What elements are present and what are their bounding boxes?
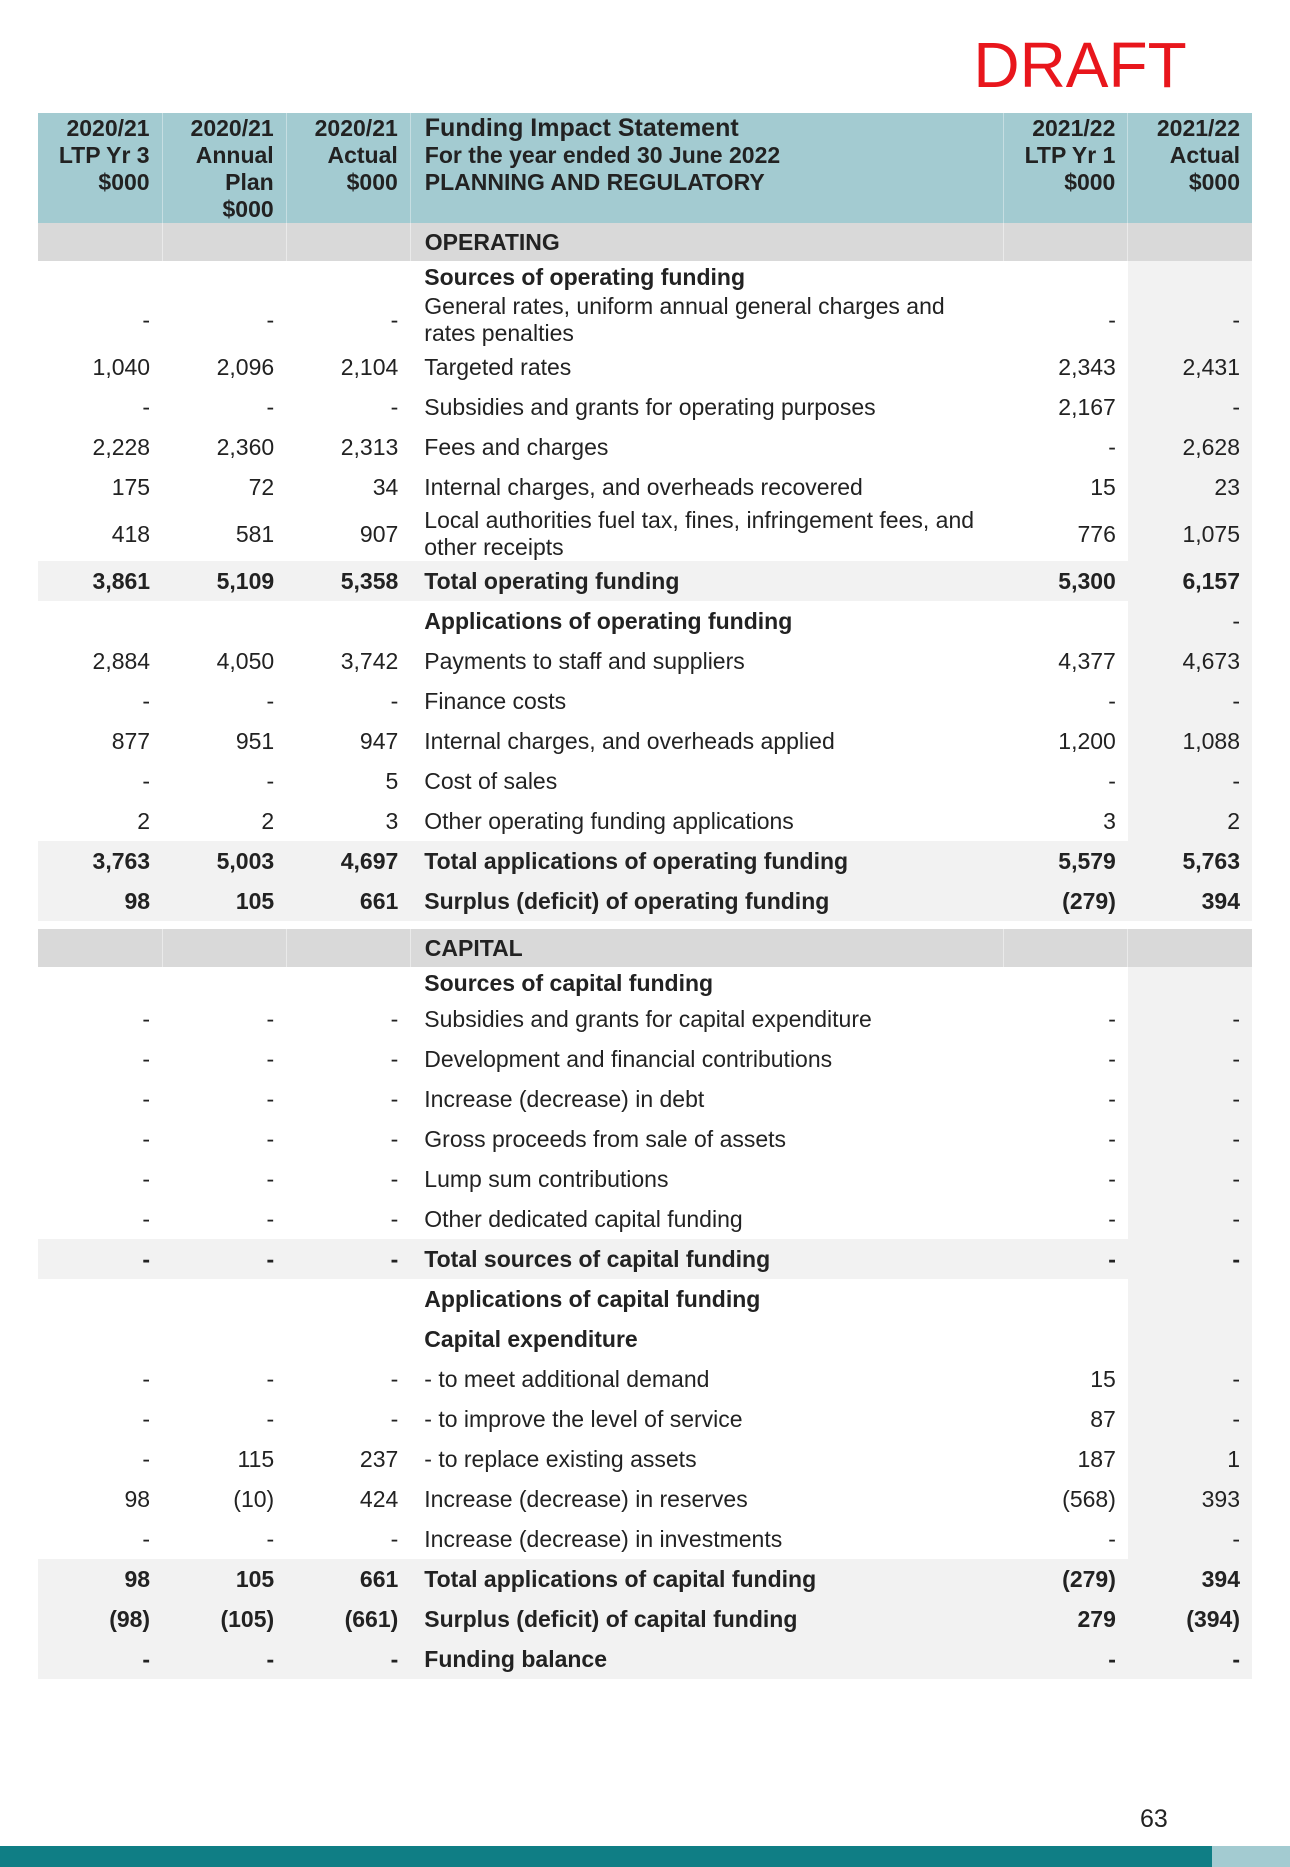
value-cell: 5,300 <box>1004 561 1128 601</box>
value-cell: - <box>266 1405 275 1432</box>
value-cell: 394 <box>1128 881 1252 921</box>
value-cell: 2,343 <box>1058 353 1116 380</box>
value-cell: 98 <box>38 881 162 921</box>
row-label: Subsidies and grants for operating purposes <box>424 393 876 420</box>
value-cell: - <box>142 1525 151 1552</box>
section-cell <box>1128 223 1252 261</box>
value-cell: - <box>390 1085 399 1112</box>
value-cell: (279) <box>1004 881 1128 921</box>
table-row <box>38 761 1252 801</box>
table-row <box>38 427 1252 467</box>
value-cell: - <box>266 687 275 714</box>
value-cell: 907 <box>359 520 399 547</box>
section-cell <box>1004 929 1128 967</box>
value-cell: 237 <box>359 1445 399 1472</box>
value-cell <box>1004 1319 1128 1359</box>
section-cell <box>38 223 162 261</box>
empty-cell <box>162 261 286 293</box>
value-cell: - <box>1004 1639 1128 1679</box>
value-cell: 34 <box>372 473 399 500</box>
value-cell: - <box>1128 1519 1252 1559</box>
value-cell: 2,228 <box>92 433 151 460</box>
spacer-cell <box>162 921 286 929</box>
table-row <box>38 1079 1252 1119</box>
row-label: Gross proceeds from sale of assets <box>424 1125 787 1152</box>
table-row <box>38 641 1252 681</box>
value-cell: - <box>142 1205 151 1232</box>
table-row <box>38 1319 1252 1359</box>
col-header-2020-21-annual-plan: 2020/21 Annual Plan $000 <box>162 113 286 223</box>
row-label: Surplus (deficit) of capital funding <box>410 1599 1003 1639</box>
value-cell: 5,358 <box>286 561 410 601</box>
row-label: Total applications of operating funding <box>410 841 1003 881</box>
row-label: Increase (decrease) in investments <box>424 1525 783 1552</box>
section-cell <box>286 929 410 967</box>
total-row <box>38 1639 1252 1679</box>
value-cell: - <box>266 1085 275 1112</box>
value-cell: 2,313 <box>340 433 399 460</box>
value-cell: - <box>162 1239 286 1279</box>
value-cell: 3,742 <box>340 647 399 674</box>
value-cell: - <box>142 306 151 333</box>
value-cell: 3 <box>385 807 399 834</box>
table-row <box>38 1199 1252 1239</box>
value-cell: - <box>266 1125 275 1152</box>
empty-cell <box>38 967 162 999</box>
value-cell: - <box>1108 1125 1116 1152</box>
value-cell: 15 <box>1090 1365 1116 1392</box>
value-cell: - <box>266 1205 275 1232</box>
row-label: - to meet additional demand <box>424 1365 710 1392</box>
value-cell: - <box>142 1405 151 1432</box>
value-cell: - <box>1128 601 1252 641</box>
value-cell: 15 <box>1090 473 1116 500</box>
empty-cell <box>1004 261 1128 293</box>
row-label: Development and financial contributions <box>424 1045 833 1072</box>
value-cell <box>1128 1319 1252 1359</box>
value-cell: - <box>38 1239 162 1279</box>
value-cell: 6,157 <box>1128 561 1252 601</box>
table-row <box>38 681 1252 721</box>
row-label: Other dedicated capital funding <box>424 1205 743 1232</box>
value-cell: 187 <box>1077 1445 1116 1472</box>
empty-cell <box>38 261 162 293</box>
section-cell <box>162 929 286 967</box>
row-label: Targeted rates <box>424 353 572 380</box>
spacer-cell <box>1004 921 1128 929</box>
total-row <box>38 1599 1252 1639</box>
table-row <box>38 999 1252 1039</box>
row-label: Internal charges, and overheads applied <box>424 727 835 754</box>
value-cell: 1,088 <box>1128 721 1252 761</box>
value-cell: 4,050 <box>216 647 275 674</box>
value-cell: - <box>390 306 399 333</box>
value-cell <box>162 1319 286 1359</box>
spacer-cell <box>410 921 1003 929</box>
value-cell <box>1128 1279 1252 1319</box>
row-label: Fees and charges <box>424 433 609 460</box>
value-cell: - <box>1128 1079 1252 1119</box>
value-cell: - <box>142 1125 151 1152</box>
value-cell: 72 <box>248 473 275 500</box>
value-cell: - <box>390 1365 399 1392</box>
value-cell: 2,096 <box>216 353 275 380</box>
value-cell: (105) <box>162 1599 286 1639</box>
value-cell: 5,003 <box>162 841 286 881</box>
value-cell: - <box>266 1045 275 1072</box>
value-cell: - <box>1108 767 1116 794</box>
value-cell: 175 <box>111 473 151 500</box>
value-cell: - <box>266 393 275 420</box>
row-label: Payments to staff and suppliers <box>424 647 745 674</box>
subheading-row <box>38 967 1252 999</box>
section-cell <box>38 929 162 967</box>
table-body <box>38 223 1252 1679</box>
empty-cell <box>286 261 410 293</box>
value-cell: - <box>142 1165 151 1192</box>
section-cell <box>1004 223 1128 261</box>
value-cell: 2,628 <box>1128 427 1252 467</box>
value-cell: - <box>1128 387 1252 427</box>
value-cell: - <box>266 1165 275 1192</box>
table-row <box>38 801 1252 841</box>
value-cell: 5,109 <box>162 561 286 601</box>
spacer-row <box>38 921 1252 929</box>
value-cell: 3,763 <box>38 841 162 881</box>
value-cell: - <box>390 1045 399 1072</box>
table-row <box>38 1039 1252 1079</box>
value-cell: 105 <box>162 1559 286 1599</box>
table-row <box>38 1519 1252 1559</box>
empty-cell <box>286 967 410 999</box>
value-cell <box>38 601 162 641</box>
value-cell <box>286 601 410 641</box>
value-cell: - <box>1128 1159 1252 1199</box>
row-label: Total applications of capital funding <box>410 1559 1003 1599</box>
section-cell <box>286 223 410 261</box>
value-cell <box>162 1279 286 1319</box>
value-cell <box>38 1319 162 1359</box>
value-cell: - <box>142 1045 151 1072</box>
table-row <box>38 721 1252 761</box>
value-cell: 1,200 <box>1058 727 1116 754</box>
value-cell: (394) <box>1128 1599 1252 1639</box>
col-header-2021-22-actual: 2021/22 Actual $000 <box>1128 113 1252 223</box>
value-cell: - <box>142 1005 151 1032</box>
value-cell: 23 <box>1128 467 1252 507</box>
value-cell: - <box>142 1445 151 1472</box>
row-label: Increase (decrease) in debt <box>424 1085 705 1112</box>
row-label: Subsidies and grants for capital expenditure <box>424 1005 872 1032</box>
value-cell: - <box>266 306 275 333</box>
value-cell: 87 <box>1090 1405 1116 1432</box>
col-header-2020-21-actual: 2020/21 Actual $000 <box>286 113 410 223</box>
value-cell: 98 <box>38 1559 162 1599</box>
row-label: Capital expenditure <box>424 1325 638 1352</box>
value-cell <box>286 1279 410 1319</box>
value-cell: - <box>1128 1119 1252 1159</box>
value-cell: - <box>390 1005 399 1032</box>
value-cell: - <box>390 393 399 420</box>
footer-bar <box>0 1846 1290 1867</box>
value-cell: - <box>286 1239 410 1279</box>
col-header-2020-21-ltp: 2020/21 LTP Yr 3 $000 <box>38 113 162 223</box>
value-cell: 105 <box>162 881 286 921</box>
value-cell: - <box>142 687 151 714</box>
value-cell: - <box>142 1365 151 1392</box>
value-cell: 877 <box>111 727 151 754</box>
value-cell: - <box>1128 293 1252 347</box>
statement-activity: PLANNING AND REGULATORY <box>424 169 765 195</box>
value-cell: 661 <box>286 1559 410 1599</box>
value-cell: (661) <box>286 1599 410 1639</box>
value-cell: - <box>390 1525 399 1552</box>
value-cell: - <box>390 687 399 714</box>
table-row <box>38 1359 1252 1399</box>
value-cell: (98) <box>38 1599 162 1639</box>
empty-cell <box>1004 967 1128 999</box>
value-cell: - <box>1128 1639 1252 1679</box>
value-cell: 394 <box>1128 1559 1252 1599</box>
table-row <box>38 1479 1252 1519</box>
table-row <box>38 601 1252 641</box>
total-row <box>38 881 1252 921</box>
value-cell: (279) <box>1004 1559 1128 1599</box>
spacer-cell <box>286 921 410 929</box>
subheading-label: Sources of operating funding <box>424 263 746 290</box>
row-label: Surplus (deficit) of operating funding <box>410 881 1003 921</box>
value-cell: 661 <box>286 881 410 921</box>
section-cell <box>1128 929 1252 967</box>
value-cell: - <box>1128 761 1252 801</box>
value-cell: - <box>1128 681 1252 721</box>
table-row <box>38 1279 1252 1319</box>
section-header-row <box>38 929 1252 967</box>
value-cell: 115 <box>237 1445 275 1472</box>
row-label: Finance costs <box>424 687 567 714</box>
value-cell: 2,431 <box>1128 347 1252 387</box>
value-cell: 2,360 <box>216 433 275 460</box>
row-label: Increase (decrease) in reserves <box>424 1485 748 1512</box>
value-cell: - <box>1128 1199 1252 1239</box>
value-cell: 2,167 <box>1058 393 1116 420</box>
value-cell: 1 <box>1128 1439 1252 1479</box>
value-cell: 1,040 <box>92 353 151 380</box>
row-label: Cost of sales <box>424 767 558 794</box>
empty-cell <box>1128 261 1252 293</box>
empty-cell <box>1128 967 1252 999</box>
statement-title-block <box>410 113 1003 223</box>
row-label: Applications of operating funding <box>424 607 793 634</box>
table-row <box>38 507 1252 561</box>
total-row <box>38 841 1252 881</box>
section-label: CAPITAL <box>410 929 1003 967</box>
row-label: Applications of capital funding <box>424 1285 761 1312</box>
value-cell: - <box>1108 1005 1116 1032</box>
row-label: Lump sum contributions <box>424 1165 669 1192</box>
section-label: OPERATING <box>410 223 1003 261</box>
table-row <box>38 1439 1252 1479</box>
value-cell: - <box>266 767 275 794</box>
statement-title: Funding Impact Statement <box>424 114 739 142</box>
value-cell: - <box>1128 1399 1252 1439</box>
col-header-2021-22-ltp: 2021/22 LTP Yr 1 $000 <box>1004 113 1128 223</box>
value-cell: - <box>1128 1239 1252 1279</box>
subheading-row <box>38 261 1252 293</box>
empty-cell <box>162 967 286 999</box>
value-cell: 581 <box>235 520 275 547</box>
value-cell: - <box>266 1005 275 1032</box>
row-label: - to replace existing assets <box>424 1445 697 1472</box>
value-cell: 776 <box>1077 520 1116 547</box>
draft-watermark: DRAFT <box>973 29 1187 101</box>
value-cell: - <box>1108 433 1116 460</box>
value-cell <box>1004 601 1128 641</box>
table-header-row <box>38 113 1252 223</box>
value-cell: - <box>390 1125 399 1152</box>
table-row <box>38 387 1252 427</box>
value-cell: - <box>162 1639 286 1679</box>
value-cell: - <box>1108 1525 1116 1552</box>
value-cell: 5 <box>385 767 399 794</box>
value-cell: - <box>38 1639 162 1679</box>
value-cell: - <box>286 1639 410 1679</box>
row-label: - to improve the level of service <box>424 1405 743 1432</box>
value-cell: 2 <box>1128 801 1252 841</box>
value-cell: - <box>390 1165 399 1192</box>
footer-accent <box>1212 1846 1290 1867</box>
value-cell: 393 <box>1128 1479 1252 1519</box>
total-row <box>38 1239 1252 1279</box>
value-cell <box>162 601 286 641</box>
row-label: Other operating funding applications <box>424 807 794 834</box>
value-cell: - <box>266 1525 275 1552</box>
value-cell: - <box>1108 1165 1116 1192</box>
value-cell: 4,673 <box>1128 641 1252 681</box>
value-cell: - <box>142 393 151 420</box>
row-label: Local authorities fuel tax, fines, infringement fees, and other receipts <box>424 507 975 560</box>
value-cell: 951 <box>235 727 275 754</box>
value-cell: 1,075 <box>1128 507 1252 561</box>
value-cell: - <box>266 1365 275 1392</box>
section-cell <box>162 223 286 261</box>
value-cell <box>38 1279 162 1319</box>
spacer-cell <box>38 921 162 929</box>
value-cell: - <box>1108 1045 1116 1072</box>
table-row <box>38 1399 1252 1439</box>
value-cell: 418 <box>111 520 151 547</box>
section-header-row <box>38 223 1252 261</box>
value-cell: 2 <box>261 807 275 834</box>
value-cell: 2 <box>137 807 151 834</box>
value-cell: 5,579 <box>1004 841 1128 881</box>
value-cell: - <box>142 767 151 794</box>
value-cell: - <box>1004 1239 1128 1279</box>
value-cell <box>286 1319 410 1359</box>
value-cell: 3 <box>1103 807 1116 834</box>
value-cell: (568) <box>1062 1485 1116 1512</box>
value-cell: 947 <box>359 727 399 754</box>
table-row <box>38 347 1252 387</box>
value-cell: 2,884 <box>92 647 151 674</box>
value-cell: - <box>1108 1205 1116 1232</box>
value-cell: - <box>390 1405 399 1432</box>
total-row <box>38 1559 1252 1599</box>
table-row <box>38 467 1252 507</box>
value-cell: - <box>142 1085 151 1112</box>
value-cell: - <box>1108 1085 1116 1112</box>
row-label: General rates, uniform annual general charges and rates penalties <box>424 293 945 346</box>
table-row <box>38 1119 1252 1159</box>
value-cell: - <box>1128 999 1252 1039</box>
value-cell: 5,763 <box>1128 841 1252 881</box>
value-cell: 3,861 <box>38 561 162 601</box>
value-cell: - <box>1108 306 1116 333</box>
row-label: Internal charges, and overheads recovered <box>424 473 863 500</box>
table-row <box>38 1159 1252 1199</box>
subheading-label: Sources of capital funding <box>424 969 714 996</box>
value-cell: 98 <box>124 1485 151 1512</box>
statement-subtitle: For the year ended 30 June 2022 <box>424 142 781 168</box>
row-label: Total operating funding <box>410 561 1003 601</box>
table-row <box>38 293 1252 347</box>
value-cell: - <box>1108 687 1116 714</box>
row-label: Funding balance <box>410 1639 1003 1679</box>
value-cell: 2,104 <box>340 353 399 380</box>
row-label: Total sources of capital funding <box>410 1239 1003 1279</box>
total-row <box>38 561 1252 601</box>
value-cell: (10) <box>233 1485 275 1512</box>
value-cell: 4,697 <box>286 841 410 881</box>
value-cell <box>1004 1279 1128 1319</box>
value-cell: - <box>1128 1039 1252 1079</box>
spacer-cell <box>1128 921 1252 929</box>
value-cell: - <box>1128 1359 1252 1399</box>
value-cell: 279 <box>1004 1599 1128 1639</box>
value-cell: - <box>390 1205 399 1232</box>
page-number: 63 <box>1140 1805 1168 1833</box>
funding-impact-table <box>38 113 1252 1679</box>
value-cell: 4,377 <box>1058 647 1116 674</box>
value-cell: 424 <box>359 1485 399 1512</box>
